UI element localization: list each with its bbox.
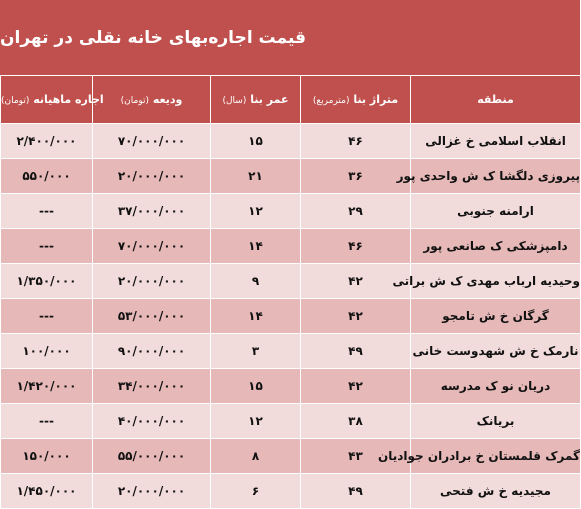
cell-area: ۳۶ <box>301 159 411 194</box>
cell-rent: ۵۵۰/۰۰۰ <box>1 159 93 194</box>
cell-deposit: ۲۰/۰۰۰/۰۰۰ <box>93 474 211 509</box>
cell-rent: ۱۵۰/۰۰۰ <box>1 439 93 474</box>
table-row <box>1 474 581 509</box>
table-row <box>1 194 581 229</box>
table-row <box>1 404 581 439</box>
table-row <box>1 159 581 194</box>
cell-deposit: ۵۵/۰۰۰/۰۰۰ <box>93 439 211 474</box>
cell-age: ۱۴ <box>211 229 301 264</box>
table-row <box>1 229 581 264</box>
cell-rent: --- <box>1 194 93 229</box>
cell-rent: --- <box>1 404 93 439</box>
cell-rent: ۲/۴۰۰/۰۰۰ <box>1 124 93 159</box>
cell-age: ۲۱ <box>211 159 301 194</box>
cell-area: ۴۶ <box>301 229 411 264</box>
cell-area: ۴۲ <box>301 299 411 334</box>
cell-rent: ۱/۴۵۰/۰۰۰ <box>1 474 93 509</box>
table-row <box>1 334 581 369</box>
cell-deposit: ۲۰/۰۰۰/۰۰۰ <box>93 159 211 194</box>
cell-region: گمرک قلمستان خ برادران جوادیان <box>411 439 581 474</box>
cell-rent: ۱/۴۲۰/۰۰۰ <box>1 369 93 404</box>
cell-deposit: ۴۰/۰۰۰/۰۰۰ <box>93 404 211 439</box>
cell-rent: ۱/۳۵۰/۰۰۰ <box>1 264 93 299</box>
table-row <box>1 299 581 334</box>
table-row <box>1 439 581 474</box>
cell-area: ۳۸ <box>301 404 411 439</box>
header-deposit: ودیعه (تومان) <box>93 76 211 124</box>
rent-price-table <box>0 75 581 509</box>
cell-region: بریانک <box>411 404 581 439</box>
cell-region: پیروزی دلگشا ک ش واحدی پور <box>411 159 581 194</box>
cell-region: وحیدیه ارباب مهدی ک ش براتی <box>411 264 581 299</box>
cell-age: ۱۴ <box>211 299 301 334</box>
cell-region: انقلاب اسلامی خ غزالی <box>411 124 581 159</box>
cell-deposit: ۷۰/۰۰۰/۰۰۰ <box>93 124 211 159</box>
cell-region: دریان نو ک مدرسه <box>411 369 581 404</box>
table-row <box>1 264 581 299</box>
cell-age: ۱۵ <box>211 124 301 159</box>
cell-region: دامپزشکی ک صانعی پور <box>411 229 581 264</box>
table-row <box>1 124 581 159</box>
cell-age: ۶ <box>211 474 301 509</box>
cell-deposit: ۹۰/۰۰۰/۰۰۰ <box>93 334 211 369</box>
cell-area: ۴۲ <box>301 264 411 299</box>
cell-region: ارامنه جنوبی <box>411 194 581 229</box>
cell-age: ۱۲ <box>211 404 301 439</box>
cell-region: گرگان خ ش تامجو <box>411 299 581 334</box>
table-row <box>1 369 581 404</box>
header-rent: اجاره ماهیانه (تومان) <box>1 76 93 124</box>
cell-age: ۱۲ <box>211 194 301 229</box>
cell-rent: --- <box>1 299 93 334</box>
cell-rent: ۱۰۰/۰۰۰ <box>1 334 93 369</box>
header-area: متراژ بنا (مترمربع) <box>301 76 411 124</box>
cell-area: ۴۹ <box>301 474 411 509</box>
cell-deposit: ۲۰/۰۰۰/۰۰۰ <box>93 264 211 299</box>
cell-region: مجیدیه خ ش فتحی <box>411 474 581 509</box>
cell-age: ۸ <box>211 439 301 474</box>
cell-area: ۴۳ <box>301 439 411 474</box>
cell-area: ۴۹ <box>301 334 411 369</box>
cell-region: نارمک خ ش شهدوست خانی <box>411 334 581 369</box>
header-age: عمر بنا (سال) <box>211 76 301 124</box>
cell-rent: --- <box>1 229 93 264</box>
cell-area: ۴۶ <box>301 124 411 159</box>
table-title: قیمت اجاره‌بهای خانه نقلی در تهران <box>0 0 580 75</box>
cell-area: ۴۲ <box>301 369 411 404</box>
cell-area: ۲۹ <box>301 194 411 229</box>
cell-age: ۳ <box>211 334 301 369</box>
cell-deposit: ۳۴/۰۰۰/۰۰۰ <box>93 369 211 404</box>
header-region: منطقه <box>411 76 581 124</box>
cell-deposit: ۷۰/۰۰۰/۰۰۰ <box>93 229 211 264</box>
cell-age: ۱۵ <box>211 369 301 404</box>
cell-deposit: ۳۷/۰۰۰/۰۰۰ <box>93 194 211 229</box>
table-header-row <box>1 76 581 124</box>
cell-deposit: ۵۳/۰۰۰/۰۰۰ <box>93 299 211 334</box>
cell-age: ۹ <box>211 264 301 299</box>
